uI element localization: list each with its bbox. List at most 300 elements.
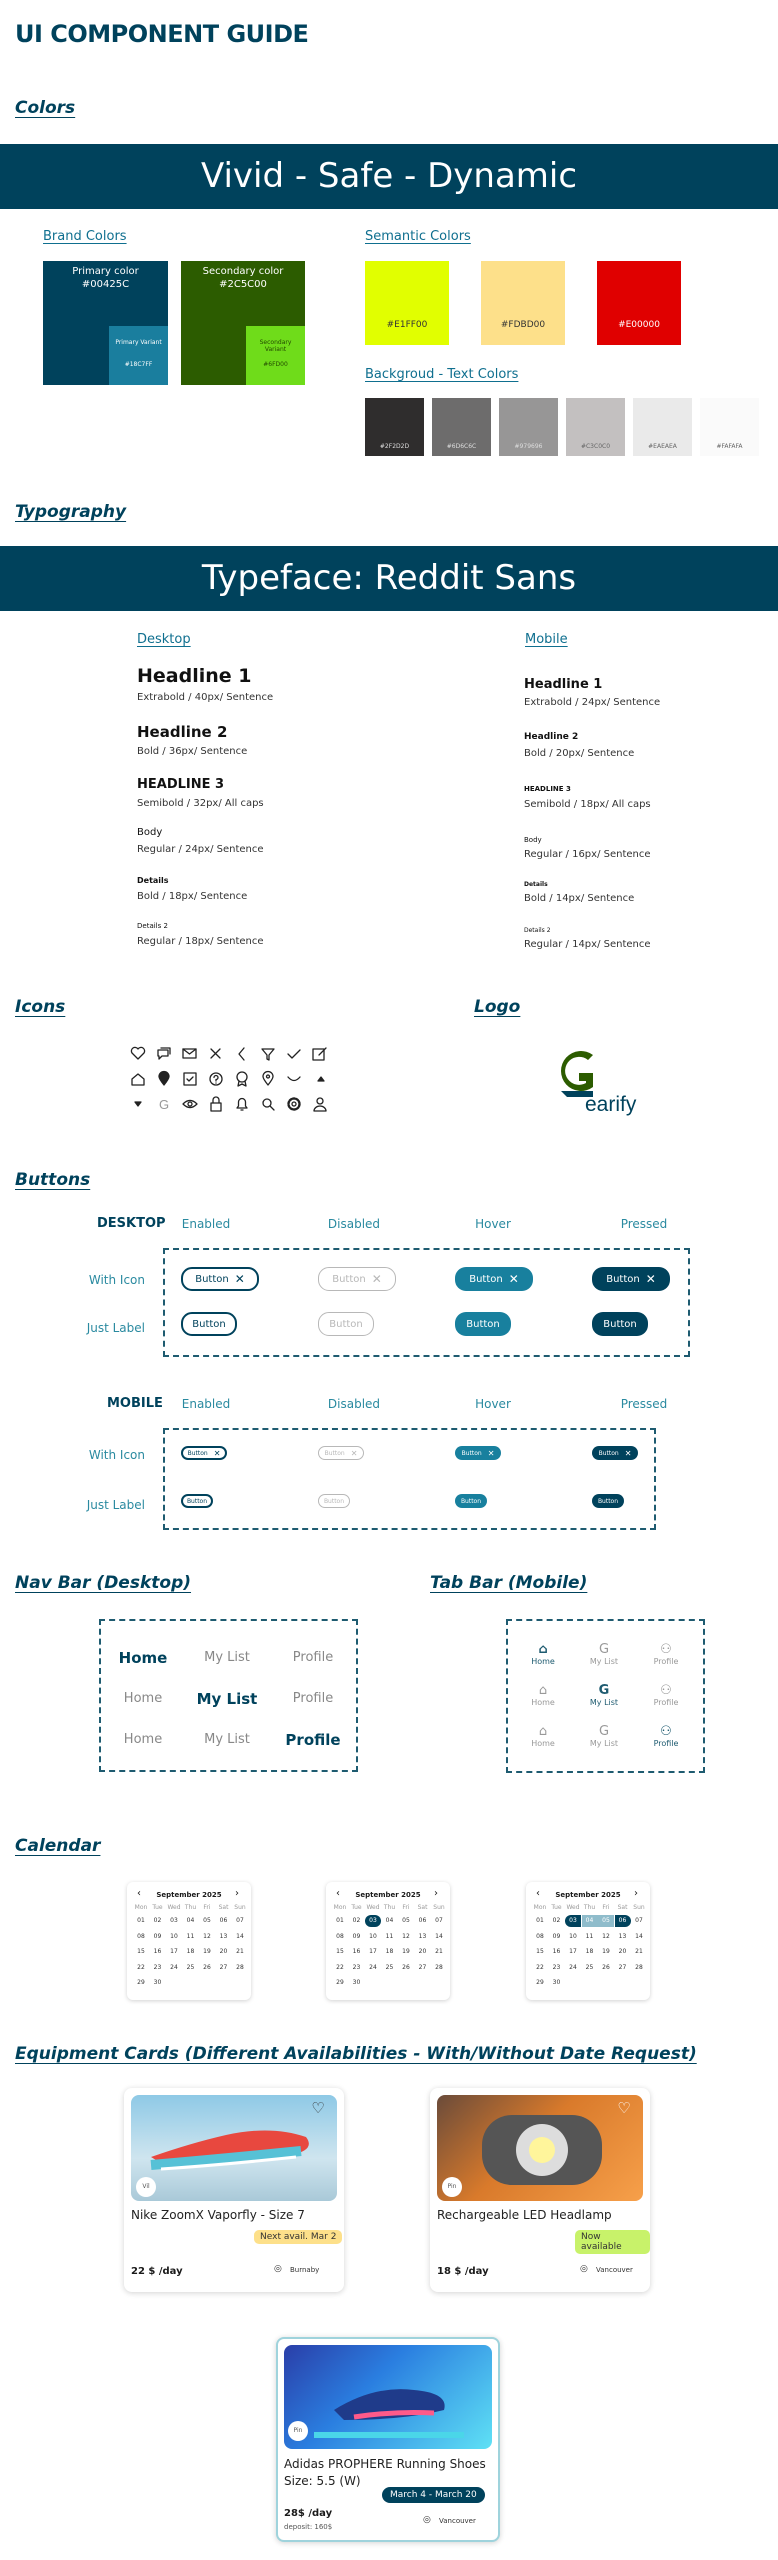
calendar-day[interactable]: 15 bbox=[137, 1948, 145, 1955]
calendar-day[interactable]: 30 bbox=[552, 1979, 561, 1986]
calendar-day[interactable]: 27 bbox=[618, 1963, 627, 1971]
calendar-day[interactable]: 04 bbox=[582, 1915, 598, 1927]
navbar-heading: Nav Bar (Desktop) bbox=[15, 1573, 192, 1593]
calendar-day[interactable]: 02 bbox=[352, 1917, 361, 1924]
buttons-desktop-label: DESKTOP bbox=[97, 1216, 166, 1231]
chevron-right-icon[interactable]: › bbox=[634, 1888, 638, 1899]
icon-grid bbox=[130, 1046, 345, 1118]
calendar-day[interactable]: 08 bbox=[336, 1932, 344, 1940]
card-title: Rechargeable LED Headlamp bbox=[437, 2208, 612, 2222]
primary-name: Primary color bbox=[72, 266, 139, 277]
weekday-label: Sun bbox=[633, 1904, 645, 1911]
calendar-day[interactable]: 27 bbox=[418, 1963, 427, 1971]
primary-hex: #00425C bbox=[81, 279, 130, 290]
edit-icon bbox=[313, 1048, 326, 1060]
checkbox-icon bbox=[184, 1073, 196, 1085]
favorite-heart-icon[interactable]: ♡ bbox=[311, 2099, 325, 2117]
close-icon: ✕ bbox=[487, 1448, 495, 1458]
card-image-shoe bbox=[131, 2095, 337, 2201]
calendar-day[interactable]: 23 bbox=[352, 1963, 361, 1971]
card-price: 18 $ /day bbox=[437, 2266, 489, 2277]
tab-label: Home bbox=[531, 1698, 555, 1707]
close-icon: ✕ bbox=[508, 1272, 519, 1286]
state-disabled: Disabled bbox=[327, 1217, 381, 1231]
mobile-body-spec: Regular / 16px/ Sentence bbox=[524, 849, 651, 860]
calendar-day[interactable]: 16 bbox=[352, 1948, 361, 1955]
avatar: Pin bbox=[442, 2177, 462, 2197]
avatar: Pin bbox=[288, 2421, 308, 2441]
button-with-icon[interactable] bbox=[592, 1446, 638, 1460]
calendar-day[interactable]: 12 bbox=[203, 1932, 211, 1940]
calendar-day[interactable]: 07 bbox=[635, 1917, 643, 1924]
user-icon: ⚇ bbox=[660, 1683, 672, 1698]
calendar-day[interactable]: 20 bbox=[219, 1948, 228, 1955]
button-with-icon[interactable] bbox=[181, 1267, 259, 1291]
calendar-day[interactable]: 12 bbox=[602, 1932, 610, 1940]
tab-label: Home bbox=[531, 1739, 555, 1748]
button-label bbox=[318, 1494, 350, 1508]
mobile-h1-spec: Extrabold / 24px/ Sentence bbox=[524, 697, 661, 708]
desktop-details: Details bbox=[137, 876, 169, 885]
button-with-icon bbox=[318, 1267, 396, 1291]
calendar-day[interactable]: 22 bbox=[137, 1963, 145, 1971]
user-icon bbox=[314, 1098, 326, 1111]
m-state-enabled: Enabled bbox=[181, 1397, 231, 1411]
desktop-h1: Headline 1 bbox=[137, 665, 252, 687]
calendar-day[interactable]: 19 bbox=[602, 1948, 610, 1955]
desktop-buttons-frame bbox=[163, 1248, 690, 1357]
chevron-left-icon[interactable]: ‹ bbox=[536, 1888, 540, 1899]
calendar-day[interactable]: 23 bbox=[552, 1963, 561, 1971]
tab-label: Profile bbox=[653, 1739, 679, 1748]
chevron-left-icon[interactable]: ‹ bbox=[336, 1888, 340, 1899]
calendar-day[interactable]: 30 bbox=[352, 1979, 361, 1986]
smile-icon bbox=[288, 1077, 300, 1081]
availability-badge: Now available bbox=[575, 2230, 650, 2254]
button-label[interactable] bbox=[455, 1312, 511, 1336]
favorite-heart-icon[interactable]: ♡ bbox=[617, 2099, 631, 2117]
weekday-label: Fri bbox=[402, 1904, 410, 1911]
nav-item-my-list[interactable]: My List bbox=[204, 1732, 250, 1747]
mobile-details2-spec: Regular / 14px/ Sentence bbox=[524, 939, 651, 950]
button-label[interactable] bbox=[592, 1312, 648, 1336]
card-image-headlamp bbox=[437, 2095, 643, 2201]
button-label-text: Button bbox=[324, 1449, 345, 1457]
headlamp-photo bbox=[437, 2095, 643, 2201]
m-state-pressed: Pressed bbox=[620, 1397, 668, 1411]
calendar-day[interactable]: 13 bbox=[618, 1932, 627, 1940]
close-icon: ✕ bbox=[234, 1272, 245, 1286]
semantic-swatch bbox=[481, 261, 565, 345]
calendar-day[interactable]: 13 bbox=[418, 1932, 427, 1940]
cards-heading: Equipment Cards (Different Availabilities - With/Without Date Request) bbox=[15, 2044, 697, 2064]
card-location: Vancouver bbox=[596, 2266, 633, 2274]
calendar-month: September 2025 bbox=[555, 1891, 621, 1899]
calendar-day[interactable]: 04 bbox=[186, 1917, 195, 1924]
weekday-label: Tue bbox=[551, 1904, 562, 1911]
card-title: Nike ZoomX Vaporfly - Size 7 bbox=[131, 2208, 305, 2222]
mobile-h3-spec: Semibold / 18px/ All caps bbox=[524, 799, 651, 810]
bell-icon bbox=[237, 1099, 247, 1111]
calendar-day[interactable]: 28 bbox=[635, 1963, 643, 1971]
bg-hex: #979696 bbox=[514, 443, 543, 450]
button-label-text: Button bbox=[187, 1449, 208, 1457]
calendar-day[interactable]: 12 bbox=[402, 1932, 410, 1940]
tab-label: Profile bbox=[653, 1698, 679, 1707]
calendar-day[interactable]: 08 bbox=[137, 1932, 145, 1940]
button-label-text: Button bbox=[598, 1449, 619, 1457]
heart-icon bbox=[131, 1047, 144, 1059]
chevron-right-icon[interactable]: › bbox=[235, 1888, 239, 1899]
calendar-month: September 2025 bbox=[156, 1891, 222, 1899]
bg-hex: #6D6C6C bbox=[446, 443, 477, 450]
tabbar-heading: Tab Bar (Mobile) bbox=[430, 1573, 588, 1593]
desktop-body-spec: Regular / 24px/ Sentence bbox=[137, 844, 264, 855]
tab-home[interactable] bbox=[518, 1683, 568, 1707]
secondary-hex: #2C5C00 bbox=[219, 279, 267, 290]
calendar-day[interactable]: 06 bbox=[219, 1917, 228, 1924]
weekday-label: Thu bbox=[184, 1904, 197, 1911]
tab-my-list[interactable] bbox=[579, 1724, 629, 1748]
caret-up-icon bbox=[318, 1077, 324, 1081]
nav-item-profile[interactable]: Profile bbox=[285, 1731, 341, 1749]
nav-item-home[interactable]: Home bbox=[123, 1732, 163, 1747]
calendar-day[interactable]: 03 bbox=[170, 1917, 178, 1924]
tab-profile[interactable] bbox=[641, 1683, 691, 1707]
calendar-day[interactable]: 05 bbox=[402, 1917, 410, 1924]
button-with-icon[interactable] bbox=[455, 1446, 501, 1460]
tab-profile[interactable] bbox=[641, 1724, 691, 1748]
weekday-label: Thu bbox=[383, 1904, 396, 1911]
calendar-day[interactable]: 19 bbox=[203, 1948, 211, 1955]
semantic-hex: #E1FF00 bbox=[386, 320, 428, 330]
calendar-day[interactable]: 14 bbox=[435, 1932, 443, 1940]
desktop-h3-spec: Semibold / 32px/ All caps bbox=[137, 798, 264, 809]
map-pin-icon bbox=[263, 1072, 273, 1086]
secondary-variant-swatch bbox=[246, 326, 305, 385]
calendar-day[interactable]: 28 bbox=[236, 1963, 244, 1971]
home-icon: ⌂ bbox=[538, 1724, 548, 1739]
calendar-day[interactable]: 01 bbox=[336, 1917, 344, 1924]
nav-item-my-list[interactable]: My List bbox=[204, 1650, 250, 1665]
calendar-day[interactable]: 29 bbox=[536, 1979, 544, 1986]
calendar-day[interactable]: 05 bbox=[203, 1917, 211, 1924]
home-icon: ⌂ bbox=[538, 1683, 548, 1698]
secondary-variant-name: Secondary Variant bbox=[259, 339, 292, 353]
calendar-day[interactable]: 29 bbox=[137, 1979, 145, 1986]
calendar-day[interactable]: 24 bbox=[170, 1963, 178, 1971]
calendar bbox=[326, 1882, 450, 2000]
tab-home[interactable] bbox=[518, 1724, 568, 1748]
mobile-body: Body bbox=[524, 836, 542, 844]
weekday-label: Wed bbox=[167, 1904, 181, 1911]
tab-profile[interactable] bbox=[641, 1642, 691, 1666]
mobile-h3: HEADLINE 3 bbox=[524, 785, 571, 793]
calendar-day[interactable]: 15 bbox=[536, 1948, 544, 1955]
nav-item-home[interactable]: Home bbox=[118, 1649, 168, 1667]
home-icon: ⌂ bbox=[538, 1642, 548, 1657]
typography-desktop-label: Desktop bbox=[137, 632, 191, 647]
calendar-day[interactable]: 24 bbox=[569, 1963, 577, 1971]
secondary-swatch bbox=[181, 261, 305, 385]
card-price: 22 $ /day bbox=[131, 2266, 183, 2277]
calendar-day[interactable]: 14 bbox=[236, 1932, 244, 1940]
calendar-day[interactable]: 07 bbox=[236, 1917, 244, 1924]
calendar-day[interactable]: 05 bbox=[598, 1915, 614, 1927]
calendar-day[interactable]: 23 bbox=[153, 1963, 162, 1971]
calendar-day[interactable]: 06 bbox=[615, 1915, 631, 1927]
nav-item-home[interactable]: Home bbox=[123, 1691, 163, 1706]
button-label-text: Button bbox=[461, 1449, 482, 1457]
button-label[interactable] bbox=[181, 1494, 213, 1508]
mobile-details-spec: Bold / 14px/ Sentence bbox=[524, 893, 635, 904]
semantic-hex: #E00000 bbox=[618, 320, 660, 330]
colors-heading: Colors bbox=[15, 98, 76, 118]
typography-mobile-label: Mobile bbox=[525, 632, 568, 647]
calendar-day[interactable]: 16 bbox=[552, 1948, 561, 1955]
state-hover: Hover bbox=[475, 1217, 511, 1231]
calendar-day[interactable]: 04 bbox=[385, 1917, 394, 1924]
calendar-day[interactable]: 09 bbox=[352, 1932, 361, 1940]
mobile-h1: Headline 1 bbox=[524, 677, 603, 692]
gearify-g-icon: G bbox=[598, 1642, 610, 1657]
calendar-day[interactable]: 08 bbox=[536, 1932, 544, 1940]
location-pin-icon: ◎ bbox=[274, 2264, 282, 2274]
bg-hex: #C3C0C0 bbox=[580, 443, 611, 450]
m-state-hover: Hover bbox=[475, 1397, 511, 1411]
calendar-day[interactable]: 10 bbox=[369, 1932, 377, 1940]
mobile-details: Details bbox=[524, 881, 548, 888]
weekday-label: Sun bbox=[433, 1904, 445, 1911]
button-label-text: Button bbox=[466, 1318, 500, 1330]
calendar-month: September 2025 bbox=[355, 1891, 421, 1899]
calendar-day[interactable]: 14 bbox=[635, 1932, 643, 1940]
desktop-h2-spec: Bold / 36px/ Sentence bbox=[137, 746, 248, 757]
calendar-day[interactable]: 09 bbox=[153, 1932, 162, 1940]
calendar-day[interactable]: 15 bbox=[336, 1948, 344, 1955]
row-just-label: Just Label bbox=[86, 1321, 145, 1335]
calendar-day[interactable]: 19 bbox=[402, 1948, 410, 1955]
calendar-day[interactable]: 21 bbox=[635, 1948, 643, 1955]
calendar-day[interactable]: 09 bbox=[552, 1932, 561, 1940]
button-label[interactable] bbox=[455, 1494, 487, 1508]
calendar-day[interactable]: 26 bbox=[402, 1963, 410, 1971]
button-with-icon[interactable] bbox=[181, 1446, 227, 1460]
date-range-badge: March 4 - March 20 bbox=[382, 2487, 485, 2503]
desktop-h3: HEADLINE 3 bbox=[137, 777, 225, 792]
semantic-swatch bbox=[365, 261, 449, 345]
equipment-card[interactable] bbox=[430, 2088, 650, 2292]
logo-heading: Logo bbox=[474, 997, 521, 1017]
calendar-day[interactable]: 22 bbox=[536, 1963, 544, 1971]
calendar-day[interactable]: 20 bbox=[618, 1948, 627, 1955]
calendar-day[interactable]: 22 bbox=[336, 1963, 344, 1971]
calendar-day[interactable]: 18 bbox=[385, 1948, 394, 1955]
tab-my-list[interactable] bbox=[579, 1683, 629, 1707]
close-icon: ✕ bbox=[350, 1448, 358, 1458]
button-with-icon bbox=[318, 1446, 364, 1460]
tab-label: My List bbox=[589, 1698, 619, 1707]
icons-heading: Icons bbox=[15, 997, 66, 1017]
equipment-card[interactable] bbox=[124, 2088, 344, 2292]
calendar-day[interactable]: 25 bbox=[186, 1963, 195, 1971]
button-label-text: Button bbox=[192, 1318, 226, 1330]
secondary-name: Secondary color bbox=[202, 266, 284, 277]
primary-variant-hex: #18C7FF bbox=[124, 361, 153, 368]
desktop-body: Body bbox=[137, 827, 163, 838]
primary-variant-name: Primary Variant bbox=[115, 339, 162, 346]
calendar-day[interactable]: 02 bbox=[552, 1917, 561, 1924]
weekday-label: Mon bbox=[333, 1904, 347, 1911]
card-price: 28$ /day bbox=[284, 2508, 333, 2519]
desktop-details-spec: Bold / 18px/ Sentence bbox=[137, 891, 248, 902]
tab-label: Profile bbox=[653, 1657, 679, 1666]
calendar-day[interactable]: 30 bbox=[153, 1979, 162, 1986]
state-pressed: Pressed bbox=[620, 1217, 668, 1231]
button-label-text: Button bbox=[329, 1318, 363, 1330]
calendar-day[interactable]: 17 bbox=[369, 1948, 377, 1955]
adidas-shoe-photo bbox=[284, 2345, 492, 2449]
button-label[interactable] bbox=[592, 1494, 624, 1508]
svg-text:G: G bbox=[159, 1097, 170, 1112]
user-icon: ⚇ bbox=[660, 1724, 672, 1739]
bg-hex: #2F2D2D bbox=[379, 443, 410, 450]
semantic-swatch bbox=[597, 261, 681, 345]
calendar-day[interactable]: 03 bbox=[565, 1915, 581, 1927]
tab-label: My List bbox=[589, 1739, 619, 1748]
equipment-card[interactable] bbox=[276, 2337, 500, 2542]
calendar-day[interactable]: 25 bbox=[385, 1963, 394, 1971]
calendar-day[interactable]: 17 bbox=[569, 1948, 577, 1955]
weekday-label: Wed bbox=[566, 1904, 580, 1911]
eye-icon bbox=[183, 1101, 197, 1108]
colors-banner: Vivid - Safe - Dynamic bbox=[0, 144, 778, 209]
calendar-day[interactable]: 21 bbox=[236, 1948, 244, 1955]
calendar-day[interactable]: 21 bbox=[435, 1948, 443, 1955]
button-label-text: Button bbox=[332, 1273, 366, 1285]
calendar-day[interactable]: 26 bbox=[602, 1963, 610, 1971]
weekday-label: Sat bbox=[617, 1904, 628, 1911]
weekday-label: Sat bbox=[218, 1904, 229, 1911]
tab-label: Home bbox=[531, 1657, 555, 1666]
state-enabled: Enabled bbox=[181, 1217, 231, 1231]
card-title: Adidas PROPHERE Running Shoes bbox=[284, 2457, 486, 2471]
desktop-h1-spec: Extrabold / 40px/ Sentence bbox=[137, 692, 274, 703]
bgtext-colors-label: Backgroud - Text Colors bbox=[365, 367, 519, 382]
calendar-day[interactable]: 28 bbox=[435, 1963, 443, 1971]
bg-hex: #FAFAFA bbox=[716, 443, 743, 450]
calendar-day[interactable]: 17 bbox=[170, 1948, 178, 1955]
home-icon bbox=[132, 1074, 144, 1085]
calendar-day[interactable]: 18 bbox=[585, 1948, 594, 1955]
calendar-day[interactable]: 10 bbox=[170, 1932, 178, 1940]
card-subtitle: Size: 5.5 (W) bbox=[284, 2474, 361, 2488]
tab-home[interactable] bbox=[518, 1642, 568, 1666]
button-label bbox=[318, 1312, 374, 1336]
button-label[interactable] bbox=[181, 1312, 237, 1336]
calendar-day[interactable]: 27 bbox=[219, 1963, 228, 1971]
gear-icon bbox=[289, 1099, 300, 1110]
location-pin-icon: ◎ bbox=[423, 2515, 431, 2525]
m-row-just-label: Just Label bbox=[86, 1498, 145, 1512]
desktop-h2: Headline 2 bbox=[137, 723, 228, 741]
bg-hex: #EAEAEA bbox=[648, 443, 677, 450]
weekday-label: Sat bbox=[417, 1904, 428, 1911]
location-pin-icon: ◎ bbox=[580, 2264, 588, 2274]
card-deposit: deposit: 160$ bbox=[284, 2523, 333, 2531]
gearify-g-icon: G bbox=[598, 1683, 610, 1698]
calendar-day[interactable]: 16 bbox=[153, 1948, 162, 1955]
chevron-right-icon[interactable]: › bbox=[434, 1888, 438, 1899]
mobile-h2: Headline 2 bbox=[524, 732, 579, 742]
button-label-text: Button bbox=[603, 1318, 637, 1330]
row-with-icon: With Icon bbox=[88, 1273, 145, 1287]
calendar-day[interactable]: 11 bbox=[385, 1932, 394, 1940]
check-icon bbox=[288, 1050, 300, 1058]
typography-heading: Typography bbox=[15, 502, 127, 522]
weekday-label: Mon bbox=[533, 1904, 547, 1911]
desktop-details2-spec: Regular / 18px/ Sentence bbox=[137, 936, 264, 947]
calendar-day[interactable]: 25 bbox=[585, 1963, 594, 1971]
calendar-day[interactable]: 03 bbox=[365, 1915, 381, 1927]
primary-variant-swatch bbox=[109, 326, 168, 385]
calendar-day[interactable]: 06 bbox=[418, 1917, 427, 1924]
nav-item-profile[interactable]: Profile bbox=[292, 1650, 334, 1665]
weekday-label: Tue bbox=[152, 1904, 163, 1911]
calendar-day[interactable]: 20 bbox=[418, 1948, 427, 1955]
semantic-hex: #FDBD00 bbox=[500, 320, 546, 330]
search-icon bbox=[263, 1099, 274, 1110]
avatar: Vil bbox=[136, 2177, 156, 2197]
lock-icon bbox=[211, 1097, 221, 1111]
calendar-day[interactable]: 11 bbox=[585, 1932, 594, 1940]
calendar-day[interactable]: 02 bbox=[153, 1917, 162, 1924]
calendar-day[interactable]: 24 bbox=[369, 1963, 377, 1971]
calendar-day[interactable]: 11 bbox=[186, 1932, 195, 1940]
weekday-label: Wed bbox=[366, 1904, 380, 1911]
close-icon bbox=[211, 1049, 220, 1058]
calendar-day[interactable]: 26 bbox=[203, 1963, 211, 1971]
user-icon: ⚇ bbox=[660, 1642, 672, 1657]
nav-item-profile[interactable]: Profile bbox=[292, 1691, 334, 1706]
button-label-text: Button bbox=[195, 1273, 229, 1285]
calendar-day[interactable]: 18 bbox=[186, 1948, 195, 1955]
button-with-icon[interactable] bbox=[592, 1267, 670, 1291]
filter-icon bbox=[262, 1049, 274, 1060]
button-with-icon[interactable] bbox=[455, 1267, 533, 1291]
button-label-text: Button bbox=[606, 1273, 640, 1285]
m-row-with-icon: With Icon bbox=[88, 1448, 145, 1462]
calendar-day[interactable]: 01 bbox=[536, 1917, 544, 1924]
gearify-logo bbox=[553, 1045, 653, 1117]
calendar-day[interactable]: 13 bbox=[219, 1932, 228, 1940]
calendar-day[interactable]: 29 bbox=[336, 1979, 344, 1986]
nav-item-my-list[interactable]: My List bbox=[196, 1690, 258, 1708]
calendar-day[interactable]: 10 bbox=[569, 1932, 577, 1940]
calendar bbox=[526, 1882, 650, 2000]
button-label-text: Button bbox=[186, 1497, 208, 1505]
gearify-g-icon: G bbox=[598, 1724, 610, 1739]
badge-icon bbox=[237, 1072, 247, 1086]
tab-my-list[interactable] bbox=[579, 1642, 629, 1666]
button-label-text: Button bbox=[323, 1497, 345, 1505]
mail-icon bbox=[183, 1049, 196, 1058]
calendar-day[interactable]: 07 bbox=[435, 1917, 443, 1924]
typography-banner: Typeface: Reddit Sans bbox=[0, 546, 778, 611]
calendar-day[interactable]: 01 bbox=[137, 1917, 145, 1924]
chevron-left-icon[interactable]: ‹ bbox=[137, 1888, 141, 1899]
availability-badge: Next avail. Mar 2 bbox=[254, 2230, 342, 2244]
